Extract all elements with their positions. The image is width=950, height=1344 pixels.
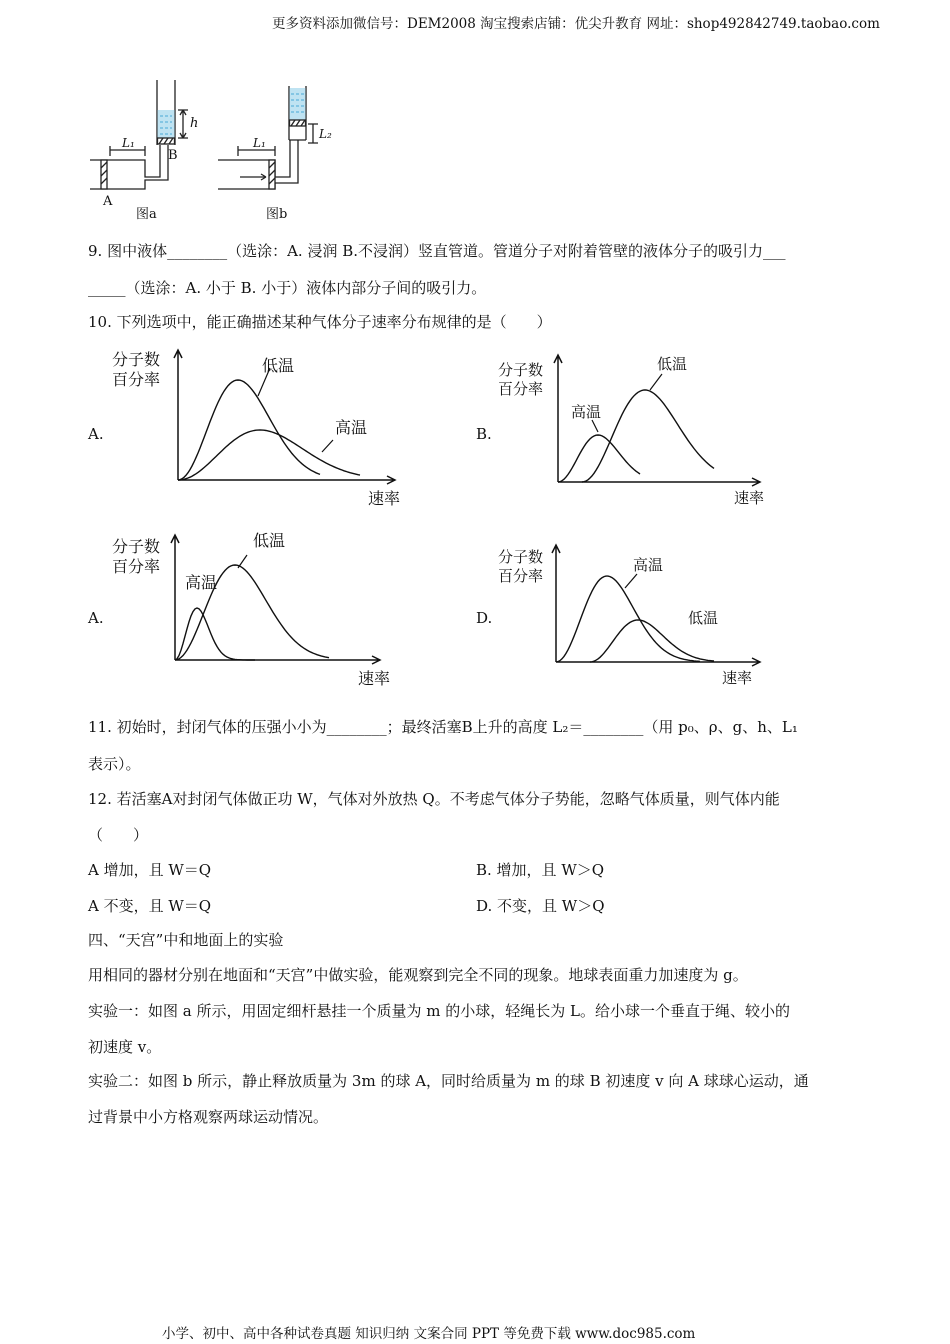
- x-axis: [178, 476, 395, 484]
- page-footer: 小学、初中、高中各种试卷真题 知识归纳 文案合同 PPT 等免费下载 www.doc985.com: [162, 1326, 696, 1342]
- page-header: 更多资料添加微信号：DEM2008 淘宝搜索店铺：优尖升教育 网址：shop492842749.taobao.com: [272, 16, 880, 32]
- y-axis-label: 分子数: [112, 350, 161, 369]
- option-letter: A.: [88, 609, 104, 627]
- y-axis-label: 百分率: [498, 567, 544, 585]
- curve-label: 低温: [262, 356, 295, 375]
- label-piston-a: A: [103, 194, 113, 209]
- q11-line2: 表示）。: [88, 755, 141, 773]
- curve-label: 高温: [571, 403, 602, 421]
- y-axis: [554, 355, 562, 482]
- paragraph: 用相同的器材分别在地面和“天宫”中做实验，能观察到完全不同的现象。地球表面重力加速度为 g。: [88, 966, 748, 984]
- q10-stem: 10. 下列选项中，能正确描述某种气体分子速率分布规律的是（ ）: [88, 313, 552, 331]
- x-axis-label: 速率: [358, 669, 391, 688]
- y-axis-label: 分子数: [112, 537, 161, 556]
- curve-high-temp: [175, 608, 255, 660]
- curve-label: 低温: [657, 355, 688, 373]
- curve-high-temp: [558, 435, 640, 482]
- section-title: 四、“天宫”中和地面上的实验: [88, 931, 284, 949]
- y-axis-label: 百分率: [112, 370, 161, 389]
- label-leader: [650, 374, 662, 390]
- curve-label: 高温: [335, 418, 368, 437]
- q9-line2: _____（选涂：A. 小于 B. 小于）液体内部分子间的吸引力。: [88, 279, 487, 297]
- label-leader: [238, 555, 247, 568]
- figure-a-caption: 图a: [136, 207, 157, 222]
- q12-option: D. 不变，且 W＞Q: [476, 897, 605, 915]
- curve-label: 高温: [633, 556, 664, 574]
- curve-low-temp: [178, 380, 320, 480]
- label-l2: L₂: [319, 127, 332, 141]
- x-axis: [556, 658, 760, 666]
- q11-line1: 11. 初始时，封闭气体的压强小小为________；最终活塞B上升的高度 L₂＝________（用 p₀、ρ、g、h、L₁: [88, 718, 798, 736]
- curve-high-temp: [178, 430, 360, 480]
- q12-option: A 增加，且 W＝Q: [88, 861, 212, 879]
- label-leader: [322, 440, 333, 452]
- label-l1-b: L₁: [253, 136, 266, 150]
- curve-label: 高温: [185, 573, 218, 592]
- q12-line1: 12. 若活塞A对封闭气体做正功 W，气体对外放热 Q。不考虑气体分子势能，忽略气体质量，则气体内能: [88, 790, 780, 808]
- figure-b-caption: 图b: [266, 207, 288, 222]
- y-axis-label: 百分率: [498, 380, 544, 398]
- paragraph: 实验二：如图 b 所示，静止释放质量为 3m 的球 A，同时给质量为 m 的球 B 初速度 v 向 A 球球心运动，通: [88, 1072, 809, 1090]
- y-axis-label: 分子数: [498, 548, 544, 566]
- x-axis-label: 速率: [722, 669, 753, 687]
- y-axis: [552, 545, 560, 662]
- q12-line2: （ ）: [88, 826, 149, 844]
- label-piston-b: B: [168, 148, 178, 163]
- x-axis: [175, 656, 380, 664]
- q9-line1: 9. 图中液体________（选涂：A. 浸润 B.不浸润）竖直管道。管道分子对附着管壁的液体分子的吸引力___: [88, 242, 786, 260]
- option-letter: D.: [476, 609, 493, 627]
- paragraph: 初速度 v。: [88, 1038, 162, 1056]
- label-l1-a: L₁: [122, 136, 135, 150]
- option-letter: B.: [476, 425, 492, 443]
- curve-label: 低温: [688, 609, 719, 627]
- y-axis: [174, 350, 182, 480]
- x-axis-label: 速率: [734, 489, 765, 507]
- q12-option: A 不变，且 W＝Q: [88, 897, 212, 915]
- paragraph: 过背景中小方格观察两球运动情况。: [88, 1108, 329, 1126]
- y-axis-label: 百分率: [112, 557, 161, 576]
- paragraph: 实验一：如图 a 所示，用固定细杆悬挂一个质量为 m 的小球，轻绳长为 L。给小球一个垂直于绳、较小的: [88, 1002, 790, 1020]
- y-axis: [171, 535, 179, 660]
- y-axis-label: 分子数: [498, 361, 544, 379]
- label-leader: [625, 574, 637, 588]
- option-letter: A.: [88, 425, 104, 443]
- x-axis-label: 速率: [368, 489, 401, 508]
- label-h: h: [190, 116, 199, 131]
- q12-option: B. 增加，且 W＞Q: [476, 861, 605, 879]
- curve-label: 低温: [253, 531, 286, 550]
